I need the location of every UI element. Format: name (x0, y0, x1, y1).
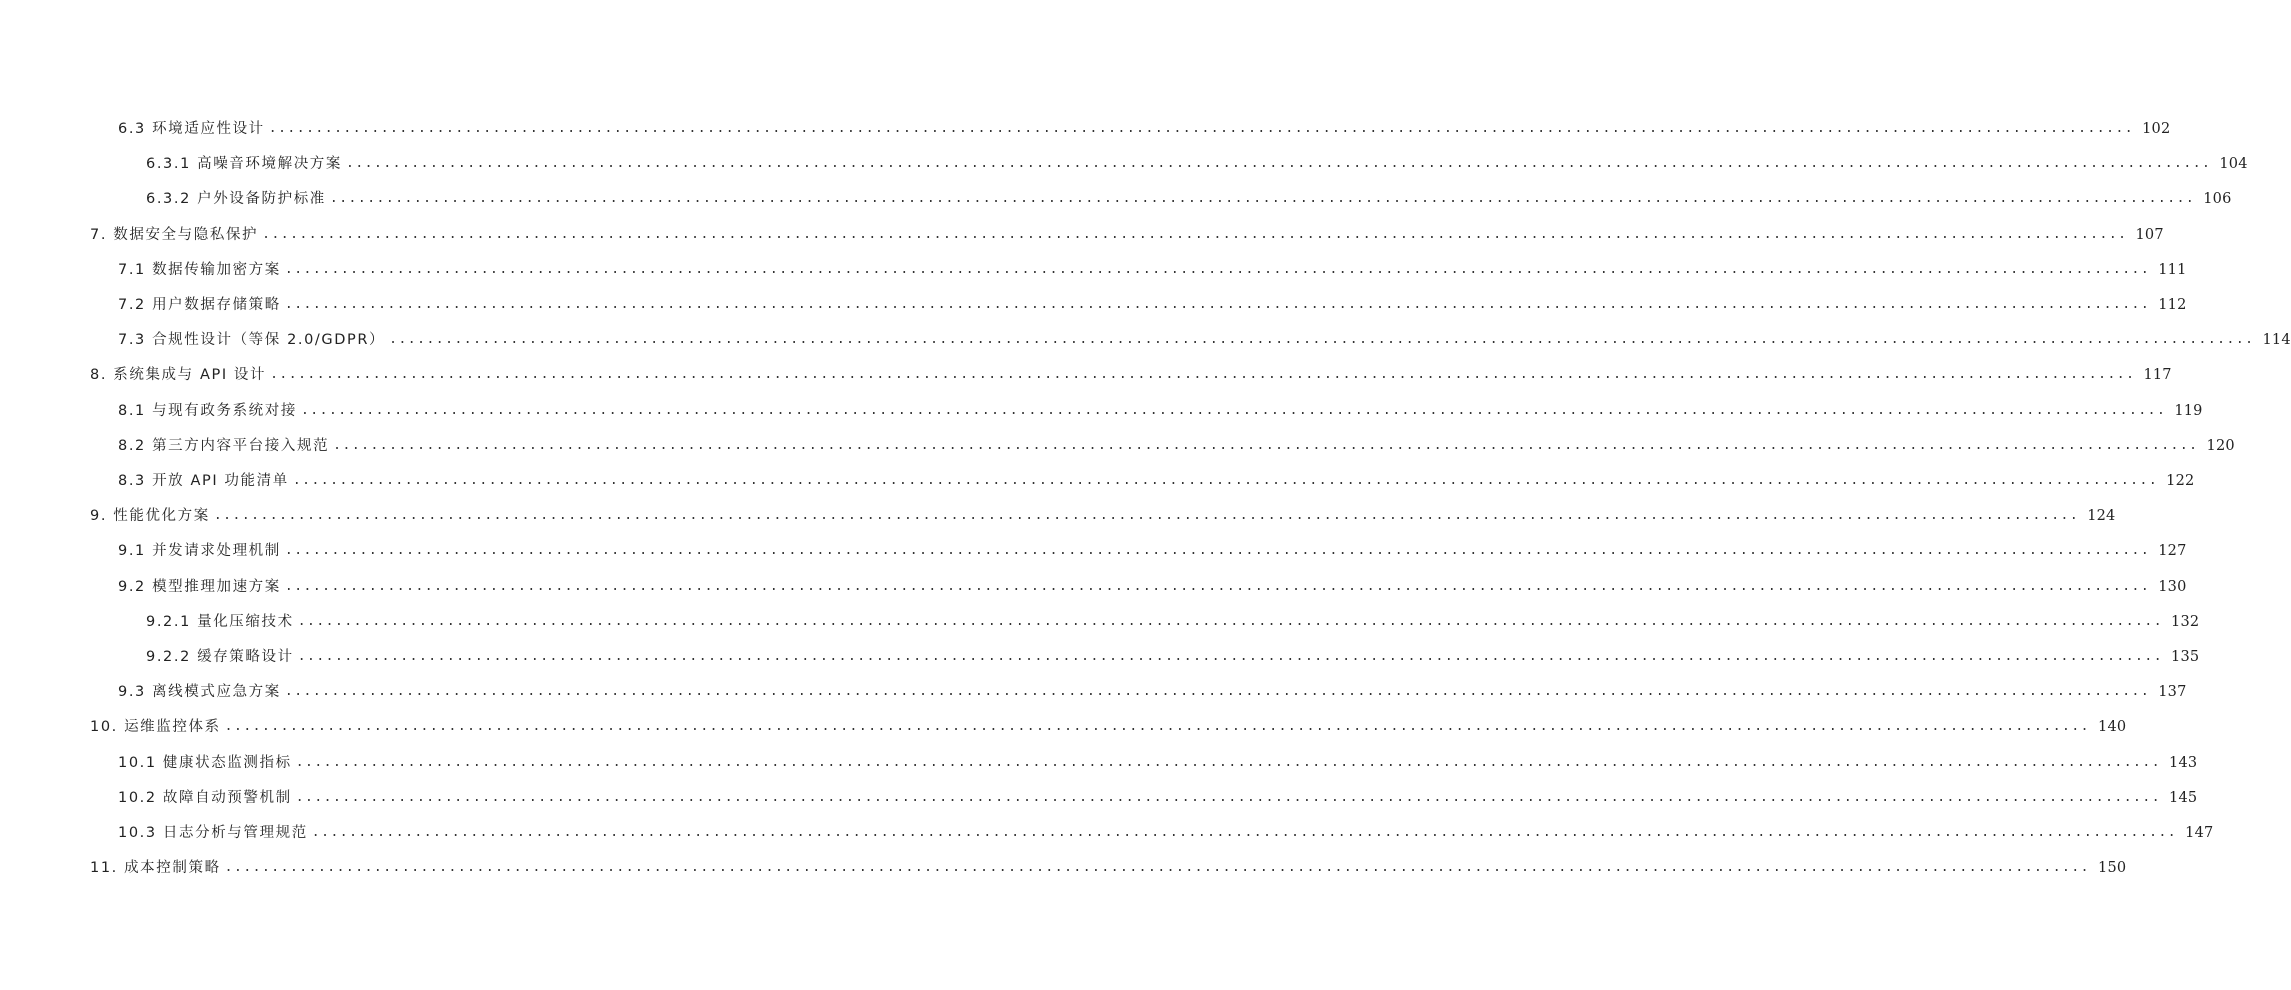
toc-dot-leader: ........................................................................................................................................................................................................ (284, 297, 2151, 312)
toc-dot-leader: ........................................................................................................................................................................................................ (297, 649, 2164, 664)
toc-entry[interactable] (0, 499, 2116, 525)
toc-entry[interactable] (0, 394, 2203, 420)
toc-dot-leader: ........................................................................................................................................................................................................ (284, 578, 2151, 594)
toc-dot-leader: ........................................................................................................................................................................................................ (270, 367, 2136, 383)
toc-entry[interactable] (0, 429, 2235, 455)
toc-entry[interactable] (0, 675, 2187, 701)
toc-entry-title: 9.3 离线模式应急方案 (118, 684, 281, 701)
toc-dot-leader: ........................................................................................................................................................................................................ (224, 860, 2091, 876)
toc-page-number: 104 (2219, 156, 2248, 173)
toc-page-number: 130 (2158, 578, 2187, 595)
toc-page-number: 145 (2169, 789, 2198, 806)
toc-dot-leader: ........................................................................................................................................................................................................ (295, 754, 2162, 770)
toc-entry-title: 8.1 与现有政务系统对接 (118, 402, 297, 419)
toc-page-number: 114 (2262, 332, 2291, 349)
toc-page-number: 150 (2098, 860, 2127, 877)
toc-page-number: 119 (2174, 402, 2203, 419)
toc-dot-leader: ........................................................................................................................................................................................................ (346, 156, 2212, 172)
toc-entry[interactable] (0, 112, 2171, 138)
toc-entry-title: 7.1 数据传输加密方案 (118, 261, 281, 278)
toc-entry-title: 9.1 并发请求处理机制 (118, 543, 281, 560)
toc-dot-leader: ........................................................................................................................................................................................................ (284, 261, 2151, 277)
toc-entry-title: 6.3.2 户外设备防护标准 (146, 191, 326, 208)
toc-page-number: 112 (2158, 297, 2187, 313)
toc-page-number: 107 (2135, 226, 2164, 243)
toc-dot-leader: ........................................................................................................................................................................................................ (311, 825, 2178, 840)
toc-entry[interactable] (0, 816, 2214, 842)
toc-entry[interactable] (0, 323, 2291, 349)
toc-dot-leader: ........................................................................................................................................................................................................ (284, 543, 2151, 559)
toc-page-number: 137 (2158, 684, 2187, 701)
toc-entry-title: 10.2 故障自动预警机制 (118, 789, 292, 806)
toc-page-number: 135 (2171, 649, 2200, 665)
toc-entry-title: 9.2.2 缓存策略设计 (146, 649, 294, 665)
toc-entry-title: 11. 成本控制策略 (90, 860, 221, 877)
toc-entry-title: 6.3.1 高噪音环境解决方案 (146, 156, 343, 173)
toc-entry-title: 7. 数据安全与隐私保护 (90, 226, 259, 243)
toc-dot-leader: ........................................................................................................................................................................................................ (297, 613, 2164, 629)
toc-entry-title: 7.2 用户数据存储策略 (118, 297, 281, 313)
toc-dot-leader: ........................................................................................................................................................................................................ (268, 121, 2135, 136)
toc-entry-title: 9.2 模型推理加速方案 (118, 578, 281, 595)
toc-dot-leader: ........................................................................................................................................................................................................ (333, 437, 2199, 453)
toc-page-number: 127 (2158, 543, 2187, 560)
toc-entry[interactable] (0, 640, 2200, 666)
toc-entry[interactable] (0, 570, 2187, 596)
toc-entry[interactable] (0, 253, 2187, 279)
toc-page-number: 120 (2206, 437, 2235, 454)
toc-entry[interactable] (0, 182, 2232, 208)
toc-entry[interactable] (0, 781, 2198, 807)
toc-page-number: 143 (2169, 754, 2198, 771)
toc-entry-title: 6.3 环境适应性设计 (118, 121, 265, 137)
toc-entry-title: 9. 性能优化方案 (90, 508, 210, 525)
toc-dot-leader: ........................................................................................................................................................................................................ (329, 191, 2196, 207)
toc-entry[interactable] (0, 746, 2198, 772)
toc-entry-title: 8.2 第三方内容平台接入规范 (118, 437, 330, 454)
toc-dot-leader: ........................................................................................................................................................................................................ (300, 402, 2167, 418)
toc-page-number: 124 (2087, 508, 2116, 525)
toc-entry-title: 10.3 日志分析与管理规范 (118, 825, 308, 841)
toc-page-number: 132 (2171, 613, 2200, 630)
toc-entry-title: 8.3 开放 API 功能清单 (118, 473, 289, 489)
toc-entry-title: 10.1 健康状态监测指标 (118, 754, 292, 771)
toc-entry[interactable] (0, 710, 2127, 736)
toc-page-number: 111 (2158, 261, 2187, 278)
toc-entry[interactable] (0, 851, 2127, 877)
toc-page-number: 102 (2142, 121, 2171, 137)
toc-dot-leader: ........................................................................................................................................................................................................ (295, 789, 2162, 805)
toc-page-number: 147 (2185, 825, 2214, 841)
toc-dot-leader: ........................................................................................................................................................................................................ (262, 226, 2128, 242)
toc-page-number: 122 (2166, 473, 2195, 489)
toc-entry-title: 7.3 合规性设计（等保 2.0/GDPR） (118, 332, 386, 349)
toc-entry[interactable] (0, 464, 2195, 490)
toc-dot-leader: ........................................................................................................................................................................................................ (224, 719, 2091, 735)
toc-dot-leader: ........................................................................................................................................................................................................ (284, 684, 2151, 700)
toc-entry[interactable] (0, 605, 2200, 631)
toc-entry[interactable] (0, 147, 2248, 173)
toc-entry[interactable] (0, 218, 2164, 244)
toc-entry-title: 10. 运维监控体系 (90, 719, 221, 736)
toc-page-number: 140 (2098, 719, 2127, 736)
toc-dot-leader: ........................................................................................................................................................................................................ (389, 332, 2255, 348)
toc-page-number: 106 (2203, 191, 2232, 208)
toc-entry[interactable] (0, 534, 2187, 560)
toc-dot-leader: ........................................................................................................................................................................................................ (292, 473, 2159, 488)
toc-entry-title: 8. 系统集成与 API 设计 (90, 367, 267, 384)
toc-entry-title: 9.2.1 量化压缩技术 (146, 613, 294, 630)
toc-page-number: 117 (2143, 367, 2172, 384)
toc-dot-leader: ........................................................................................................................................................................................................ (213, 508, 2080, 524)
toc-entry[interactable] (0, 358, 2172, 384)
toc-entry[interactable] (0, 288, 2187, 314)
